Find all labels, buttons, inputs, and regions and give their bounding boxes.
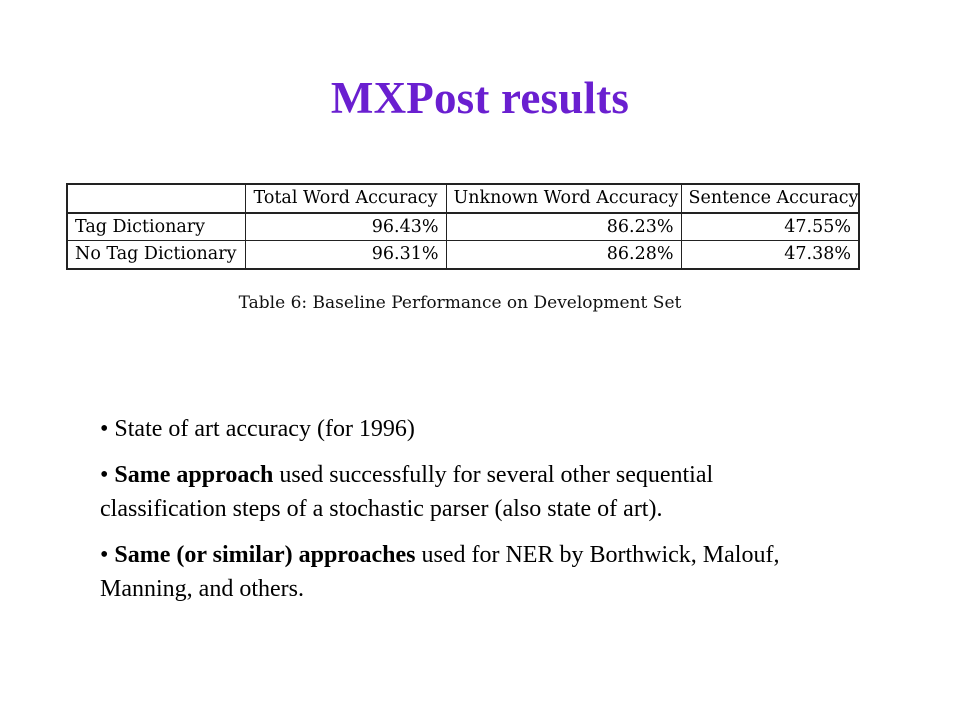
table-cell: 86.23% — [446, 213, 681, 241]
bullet-bold-text: Same (or similar) approaches — [114, 542, 416, 568]
bullet-dot-icon: • — [100, 416, 109, 442]
table-cell: 86.28% — [446, 241, 681, 269]
page-title: MXPost results — [330, 73, 630, 123]
table-cell: 96.31% — [245, 241, 446, 269]
table-header-cell: Sentence Accuracy — [681, 184, 859, 213]
bullet-item — [100, 458, 820, 526]
table-cell: 96.43% — [245, 213, 446, 241]
bullet-item — [100, 412, 820, 446]
bullet-item — [100, 538, 820, 606]
bullet-dot-icon: • — [100, 542, 109, 568]
table-header-cell: Total Word Accuracy — [245, 184, 446, 213]
results-table — [66, 183, 860, 270]
table-row — [67, 213, 859, 241]
table-row — [67, 241, 859, 269]
bullet-bold-text: Same approach — [114, 462, 274, 488]
table-cell: 47.38% — [681, 241, 859, 269]
table-header-row — [67, 184, 859, 213]
bullet-list — [100, 412, 820, 618]
table-row-label: No Tag Dictionary — [67, 241, 245, 269]
bullet-dot-icon: • — [100, 462, 109, 488]
bullet-text: used successfully for several other sequential classification steps of a stochastic parser (also state of art). — [100, 462, 714, 522]
bullet-text: used for NER by Borthwick, Malouf, Manning, and others. — [100, 542, 780, 602]
bullet-text: State of art accuracy (for 1996) — [114, 416, 415, 442]
table-header-cell — [67, 184, 245, 213]
table-row-label: Tag Dictionary — [67, 213, 245, 241]
table-header-cell: Unknown Word Accuracy — [446, 184, 681, 213]
results-table-container — [66, 183, 858, 270]
table-caption: Table 6: Baseline Performance on Development Set — [238, 293, 682, 313]
table-cell: 47.55% — [681, 213, 859, 241]
